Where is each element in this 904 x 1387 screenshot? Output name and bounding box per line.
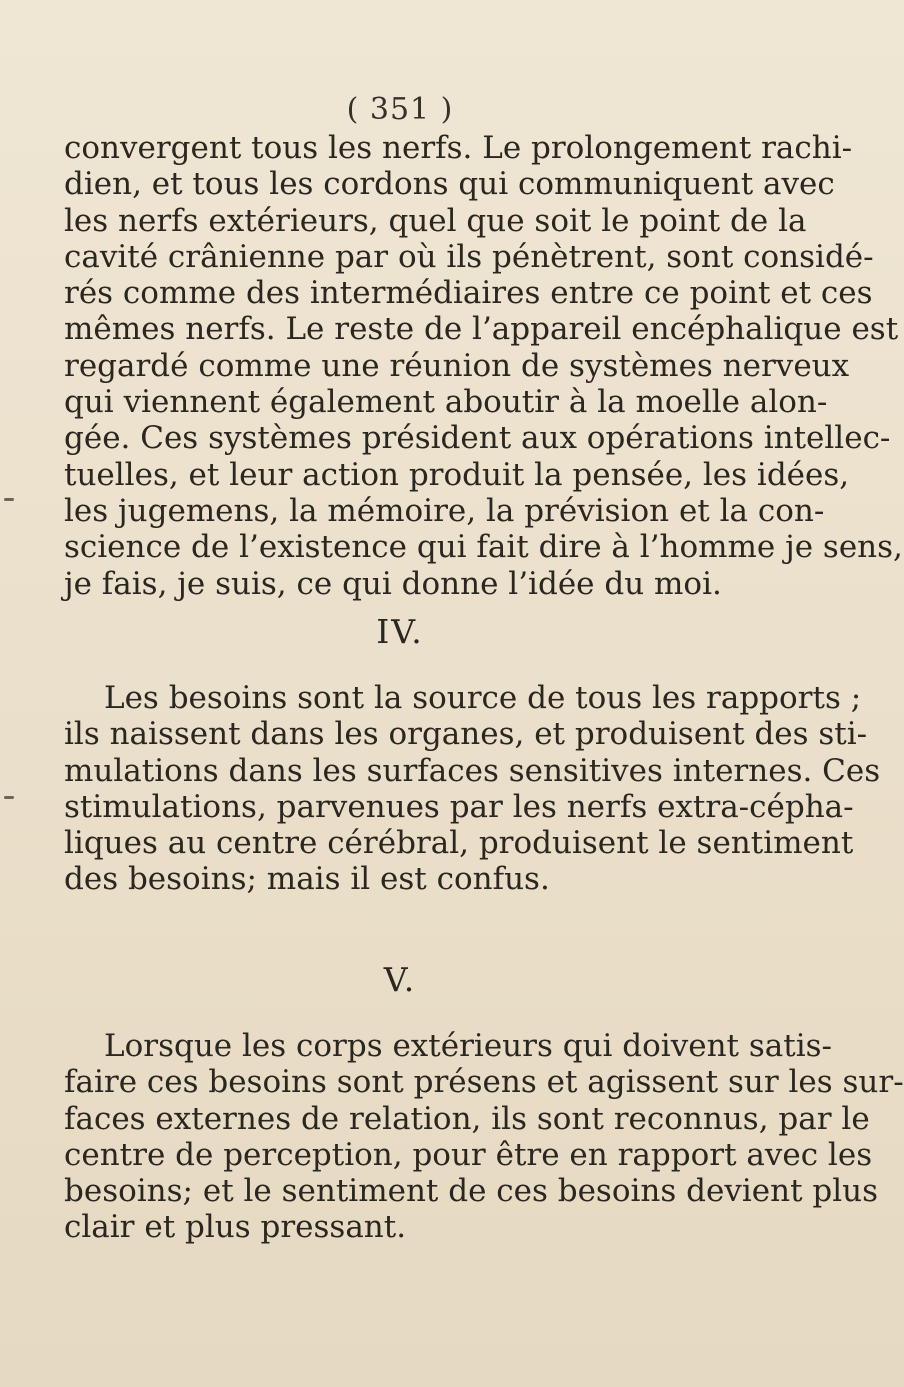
- text-line: centre de perception, pour être en rapport avec les: [64, 1136, 873, 1173]
- page-number: ( 351 ): [346, 92, 454, 127]
- section-heading-iv: IV.: [376, 612, 424, 651]
- text-line: faces externes de relation, ils sont reconnus, par le: [64, 1100, 870, 1137]
- text-line: besoins; et le sentiment de ces besoins devient plus: [64, 1173, 879, 1210]
- text-line: cavité crânienne par où ils pénètrent, sont considé-: [64, 238, 874, 275]
- text-line: science de l’existence qui fait dire à l’homme je sens,: [64, 529, 903, 566]
- text-line: des besoins; mais il est confus.: [64, 861, 550, 898]
- text-line: Les besoins sont la source de tous les rapports ;: [104, 680, 862, 716]
- text-line: gée. Ces systèmes président aux opérations intellec-: [64, 420, 891, 457]
- text-line: mêmes nerfs. Le reste de l’appareil encéphalique est: [64, 311, 899, 348]
- text-line: stimulations, parvenues par les nerfs extra-cépha-: [64, 788, 854, 825]
- margin-mark: [4, 796, 14, 799]
- section-heading-v: V.: [383, 960, 417, 999]
- text-line: les nerfs extérieurs, quel que soit le point de la: [64, 202, 807, 239]
- paragraph-continued: [64, 130, 903, 602]
- text-line: Lorsque les corps extérieurs qui doivent satis-: [104, 1028, 833, 1064]
- text-line: je fais, je suis, ce qui donne l’idée du moi.: [64, 565, 722, 602]
- text-line: ils naissent dans les organes, et produisent des sti-: [64, 716, 868, 753]
- text-line: qui viennent également aboutir à la moelle alon-: [64, 384, 828, 421]
- paragraph-section-v: [64, 1028, 904, 1246]
- text-line: tuelles, et leur action produit la pensée, les idées,: [64, 456, 850, 493]
- text-line: convergent tous les nerfs. Le prolongement rachi-: [64, 130, 853, 166]
- text-line: les jugemens, la mémoire, la prévision et la con-: [64, 492, 825, 529]
- text-line: liques au centre cérébral, produisent le sentiment: [64, 825, 854, 862]
- text-line: rés comme des intermédiaires entre ce point et ces: [64, 275, 873, 312]
- text-line: mulations dans les surfaces sensitives internes. Ces: [64, 752, 881, 789]
- paragraph-section-iv: [64, 680, 881, 898]
- text-line: faire ces besoins sont présens et agissent sur les sur-: [64, 1064, 904, 1101]
- text-line: clair et plus pressant.: [64, 1209, 407, 1246]
- text-line: dien, et tous les cordons qui communiquent avec: [64, 166, 835, 203]
- text-line: regardé comme une réunion de systèmes nerveux: [64, 347, 850, 384]
- margin-mark: [4, 498, 14, 501]
